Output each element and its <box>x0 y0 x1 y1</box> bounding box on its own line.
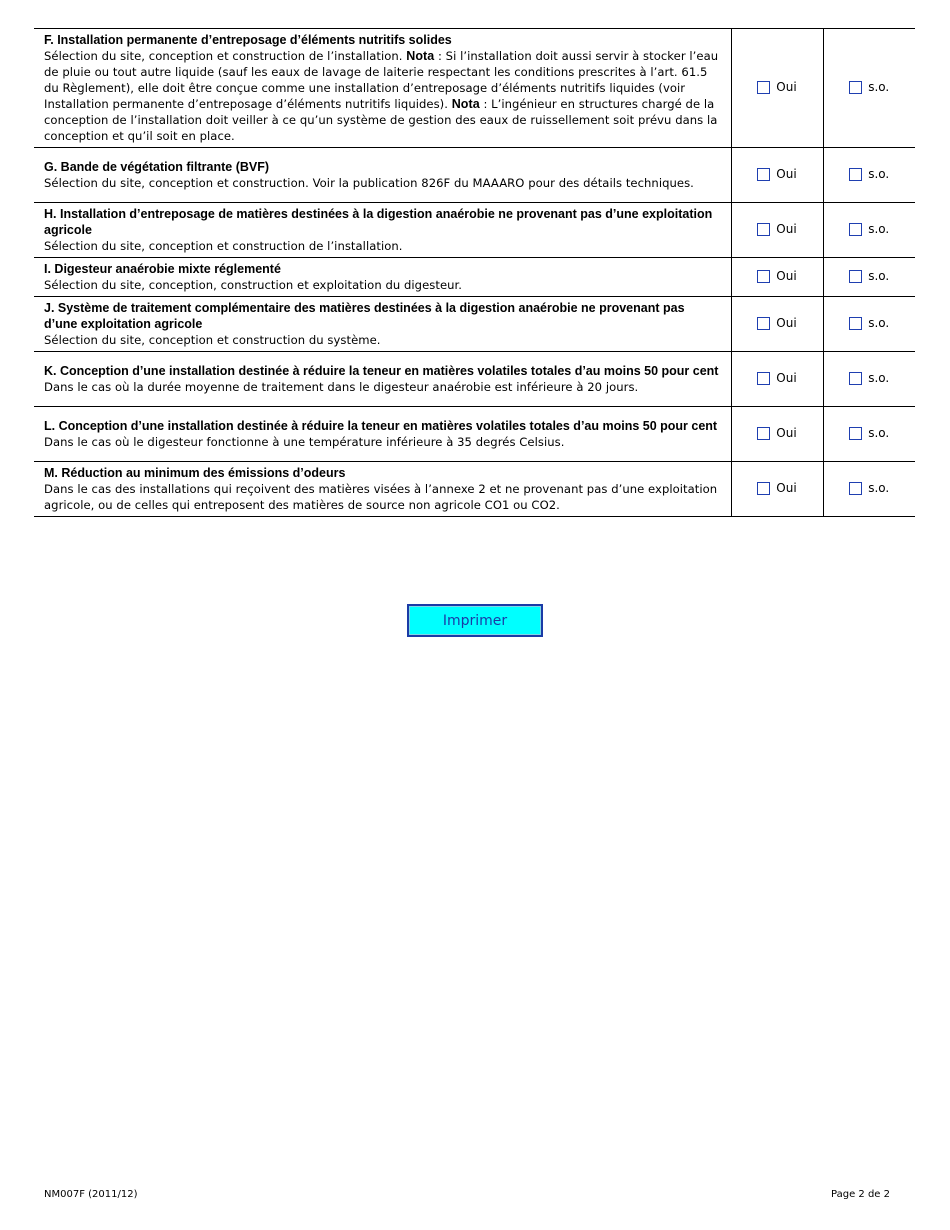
row-description <box>34 203 731 258</box>
so-option[interactable] <box>849 426 889 440</box>
row-description <box>34 462 731 517</box>
so-cell <box>823 352 915 407</box>
oui-label: Oui <box>776 371 797 385</box>
so-option[interactable] <box>849 80 889 94</box>
oui-label: Oui <box>776 80 797 94</box>
row-description <box>34 352 731 407</box>
oui-checkbox[interactable] <box>757 317 770 330</box>
oui-checkbox[interactable] <box>757 270 770 283</box>
table-row <box>34 203 915 258</box>
row-description <box>34 297 731 352</box>
so-checkbox[interactable] <box>849 427 862 440</box>
checklist-table <box>34 28 915 517</box>
so-option[interactable] <box>849 481 889 495</box>
so-cell <box>823 462 915 517</box>
oui-cell <box>731 297 823 352</box>
oui-checkbox[interactable] <box>757 427 770 440</box>
table-row <box>34 258 915 297</box>
oui-option[interactable] <box>757 167 796 181</box>
table-row <box>34 407 915 462</box>
oui-option[interactable] <box>757 316 796 330</box>
so-checkbox[interactable] <box>849 317 862 330</box>
so-cell <box>823 203 915 258</box>
so-cell <box>823 148 915 203</box>
oui-cell <box>731 407 823 462</box>
so-checkbox[interactable] <box>849 482 862 495</box>
so-checkbox[interactable] <box>849 270 862 283</box>
so-checkbox[interactable] <box>849 168 862 181</box>
so-option[interactable] <box>849 316 889 330</box>
oui-cell <box>731 462 823 517</box>
row-description <box>34 148 731 203</box>
print-button[interactable]: Imprimer <box>407 604 543 637</box>
so-checkbox[interactable] <box>849 81 862 94</box>
so-option[interactable] <box>849 222 889 236</box>
oui-checkbox[interactable] <box>757 223 770 236</box>
table-row <box>34 148 915 203</box>
so-label: s.o. <box>868 80 890 94</box>
oui-option[interactable] <box>757 80 796 94</box>
row-text: Dans le cas des installations qui reçoivent des matières visées à l’annexe 2 et ne provenant pas d’une exploitation agricole, ou de celles qui entreposent des matières de source non agricole CO1 ou CO2. <box>44 482 718 512</box>
oui-cell <box>731 29 823 148</box>
so-label: s.o. <box>868 426 890 440</box>
table-row <box>34 352 915 407</box>
so-option[interactable] <box>849 269 889 283</box>
row-text: Dans le cas où le digesteur fonctionne à une température inférieure à 35 degrés Celsius. <box>44 435 565 449</box>
so-option[interactable] <box>849 167 889 181</box>
table-row <box>34 297 915 352</box>
so-checkbox[interactable] <box>849 223 862 236</box>
oui-option[interactable] <box>757 426 796 440</box>
row-title: I. Digesteur anaérobie mixte réglementé <box>44 262 281 276</box>
so-label: s.o. <box>868 167 890 181</box>
so-label: s.o. <box>868 481 890 495</box>
oui-cell <box>731 148 823 203</box>
so-label: s.o. <box>868 269 890 283</box>
row-title: J. Système de traitement complémentaire des matières destinées à la digestion anaérobie ne provenant pas d’une exploitation agricole <box>44 301 685 331</box>
nota-label: Nota <box>451 97 480 111</box>
oui-label: Oui <box>776 167 797 181</box>
so-label: s.o. <box>868 222 890 236</box>
so-option[interactable] <box>849 371 889 385</box>
row-title: M. Réduction au minimum des émissions d’odeurs <box>44 466 346 480</box>
row-text <box>44 48 721 144</box>
so-checkbox[interactable] <box>849 372 862 385</box>
row-text: Sélection du site, conception, construction et exploitation du digesteur. <box>44 278 463 292</box>
page-number: Page 2 de 2 <box>831 1189 890 1200</box>
row-description <box>34 258 731 297</box>
oui-option[interactable] <box>757 222 796 236</box>
row-text-part: Sélection du site, conception et construction de l’installation. <box>44 49 407 63</box>
oui-cell <box>731 258 823 297</box>
oui-option[interactable] <box>757 371 796 385</box>
so-cell <box>823 407 915 462</box>
oui-checkbox[interactable] <box>757 372 770 385</box>
row-text-part: : L’ingénieur en structures chargé de la conception de l’installation doit veiller à ce qu’un système de gestion des eaux de ruissellement soit prévu dans la conception et qu’il soit en place. <box>44 97 718 143</box>
row-title: F. Installation permanente d’entreposage d’éléments nutritifs solides <box>44 33 452 47</box>
row-text: Sélection du site, conception et construction. Voir la publication 826F du MAAARO pour des détails techniques. <box>44 176 694 190</box>
oui-label: Oui <box>776 426 797 440</box>
form-code: NM007F (2011/12) <box>44 1189 138 1200</box>
row-text: Sélection du site, conception et construction de l’installation. <box>44 239 403 253</box>
row-text: Dans le cas où la durée moyenne de traitement dans le digesteur anaérobie est inférieure à 20 jours. <box>44 380 639 394</box>
oui-checkbox[interactable] <box>757 81 770 94</box>
row-title: G. Bande de végétation filtrante (BVF) <box>44 160 270 174</box>
row-description <box>34 29 731 148</box>
row-title: H. Installation d’entreposage de matières destinées à la digestion anaérobie ne provenant pas d’une exploitation agricole <box>44 207 713 237</box>
oui-cell <box>731 203 823 258</box>
so-cell <box>823 29 915 148</box>
oui-label: Oui <box>776 222 797 236</box>
row-text: Sélection du site, conception et construction du système. <box>44 333 381 347</box>
row-title: L. Conception d’une installation destinée à réduire la teneur en matières volatiles totales d’au moins 50 pour cent <box>44 419 718 433</box>
nota-label: Nota <box>406 49 435 63</box>
oui-checkbox[interactable] <box>757 168 770 181</box>
oui-label: Oui <box>776 269 797 283</box>
oui-option[interactable] <box>757 481 796 495</box>
oui-cell <box>731 352 823 407</box>
oui-label: Oui <box>776 316 797 330</box>
row-title: K. Conception d’une installation destinée à réduire la teneur en matières volatiles totales d’au moins 50 pour cent <box>44 364 719 378</box>
oui-checkbox[interactable] <box>757 482 770 495</box>
so-cell <box>823 258 915 297</box>
oui-label: Oui <box>776 481 797 495</box>
so-cell <box>823 297 915 352</box>
row-text-part: : Si l’installation doit aussi servir à stocker l’eau de pluie ou tout autre liquide (sauf les eaux de lavage de laiterie respectant les conditions prescrites à l’art. 61.5 du Règlement), elle doit être conçue comme une installation d’entreposage d’éléments nutritifs liquides (voir Installation permanente d’entreposage d’éléments nutritifs liquides). <box>44 49 719 111</box>
row-description <box>34 407 731 462</box>
table-row <box>34 29 915 148</box>
so-label: s.o. <box>868 316 890 330</box>
table-row <box>34 462 915 517</box>
oui-option[interactable] <box>757 269 796 283</box>
so-label: s.o. <box>868 371 890 385</box>
